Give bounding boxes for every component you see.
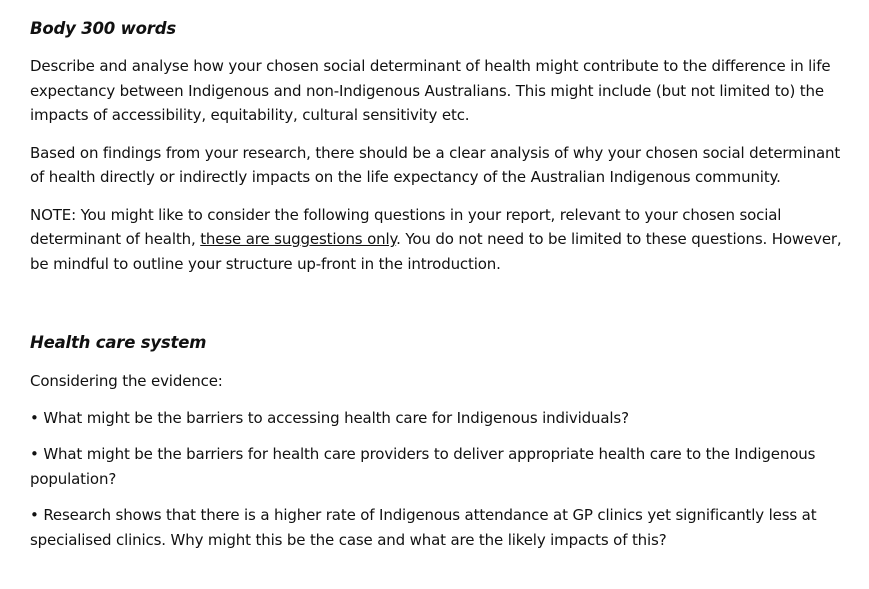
section-heading-body: Body 300 words [30, 19, 176, 38]
paragraph-analysis: Based on findings from your research, there should be a clear analysis of why your chosen social determinant of health directly or indirectly impacts on the life expectancy of the Australian Indigenous community. [30, 143, 841, 186]
paragraph-note [30, 203, 850, 277]
bullet-item: • What might be the barriers for health care providers to deliver appropriate health care to the Indigenous population? [30, 445, 816, 488]
note-text-end: . You do not need to be limited to these questions. However, be mindful to outline your structure up-front in the introduction. [30, 230, 842, 273]
document-body [30, 16, 850, 552]
paragraph-considering: Considering the evidence: [30, 372, 223, 390]
bullet-item: • What might be the barriers to accessing health care for Indigenous individuals? [30, 408, 629, 427]
note-text-start: NOTE: You might like to consider the following questions in your report, relevant to your chosen social determinant of health, [30, 205, 782, 248]
section-heading-health-care: Health care system [30, 333, 207, 352]
note-underlined-text: these are suggestions only [200, 230, 397, 248]
paragraph-describe: Describe and analyse how your chosen social determinant of health might contribute to the difference in life expectancy between Indigenous and non-Indigenous Australians. This might include (but not limited to) the impacts of accessibility, equitability, cultural sensitivity etc. [30, 57, 831, 124]
bullet-item: • Research shows that there is a higher rate of Indigenous attendance at GP clinics yet significantly less at specialised clinics. Why might this be the case and what are the likely impacts of this? [30, 506, 817, 549]
